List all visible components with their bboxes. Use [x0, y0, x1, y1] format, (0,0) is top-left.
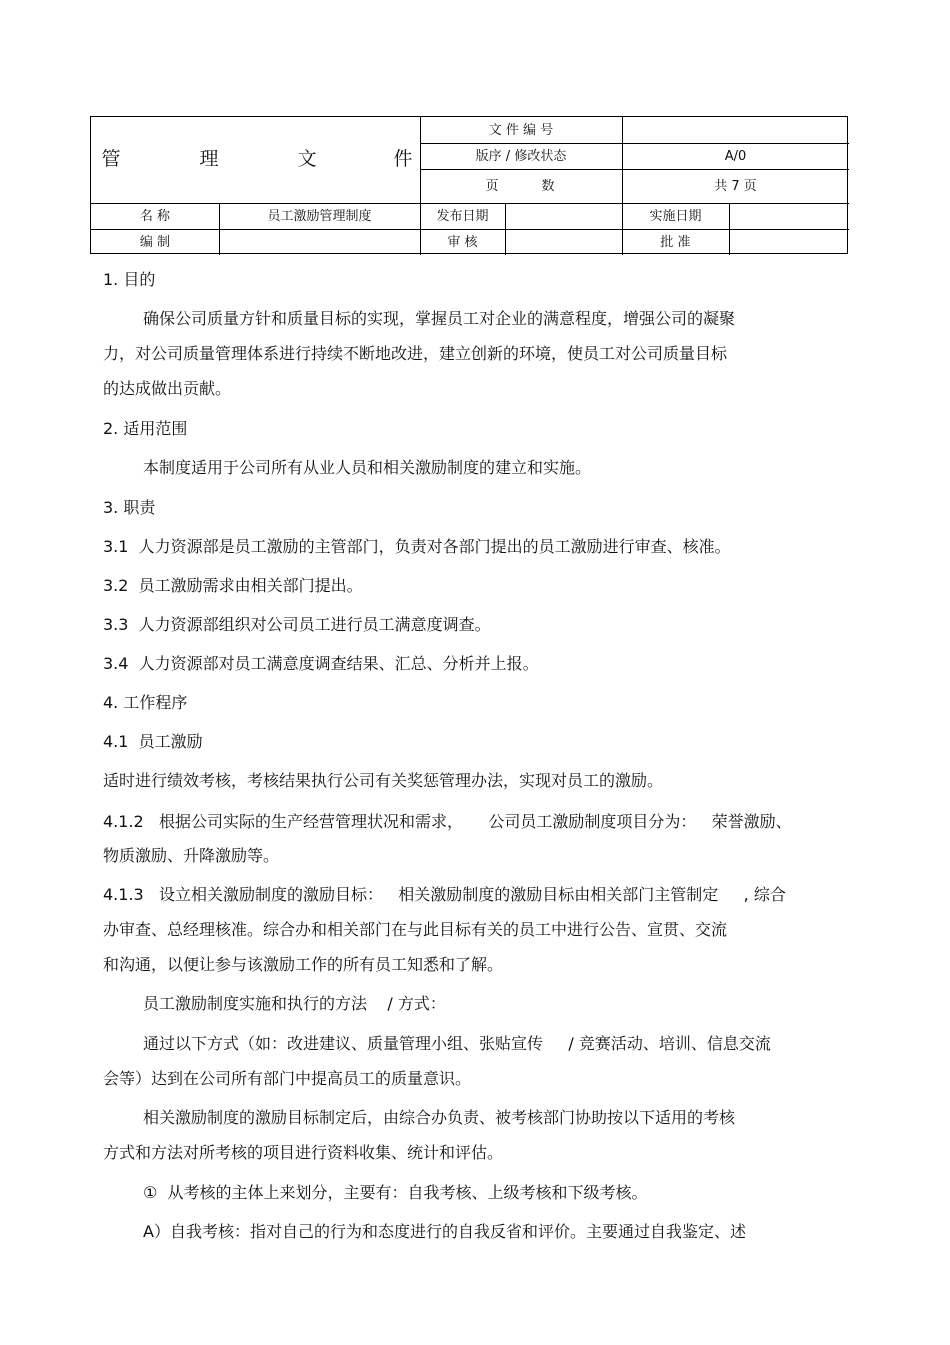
version-value: A/0	[724, 148, 747, 164]
paragraph-line: 会等）达到在公司所有部门中提高员工的质量意识。	[103, 1069, 472, 1088]
doc-type-char: 管	[101, 147, 121, 170]
approve-value	[729, 229, 849, 255]
paragraph-line: 力，对公司质量管理体系进行持续不断地改进，建立创新的环境，使员工对公司质量目标	[103, 344, 728, 363]
name-value: 员工激励管理制度	[267, 208, 372, 224]
paragraph-line: 本制度适用于公司所有从业人员和相关激励制度的建立和实施。	[143, 458, 592, 477]
effective-date-label: 实施日期	[649, 208, 702, 224]
section-heading: 4. 工作程序	[103, 693, 188, 712]
subsection-heading: 4.1 员工激励	[103, 732, 203, 751]
paragraph-line: 确保公司质量方针和质量目标的实现，掌握员工对企业的满意程度，增强公司的凝聚	[143, 309, 736, 328]
review-label: 审 核	[447, 234, 478, 250]
paragraph-line: 办审查、总经理核准。综合办和相关部门在与此目标有关的员工中进行公告、宣贯、交流	[103, 920, 728, 939]
author-label: 编 制	[139, 234, 171, 250]
paragraph-line: 4.1.3 设立相关激励制度的激励目标： 相关激励制度的激励目标由相关部门主管制定 , 综合	[103, 885, 786, 904]
paragraph-line: 3.3 人力资源部组织对公司员工进行员工满意度调查。	[103, 615, 491, 634]
paragraph-line: 的达成做出贡献。	[103, 379, 232, 398]
paragraph-line: 通过以下方式（如：改进建议、质量管理小组、张贴宣传 / 竞赛活动、培训、信息交流	[143, 1034, 771, 1053]
section-heading: 2. 适用范围	[103, 419, 188, 438]
version-label: 版序 / 修改状态	[475, 148, 567, 164]
paragraph-line: 和沟通，以便让参与该激励工作的所有员工知悉和了解。	[103, 955, 504, 974]
paragraph-line: A）自我考核：指对自己的行为和态度进行的自我反省和评价。主要通过自我鉴定、述	[143, 1222, 746, 1241]
paragraph-line: 3.2 员工激励需求由相关部门提出。	[103, 576, 363, 595]
paragraph-line: 3.1 人力资源部是员工激励的主管部门，负责对各部门提出的员工激励进行审查、核准。	[103, 537, 731, 556]
approve-label: 批 准	[660, 234, 691, 250]
doc-type-char: 件	[393, 147, 413, 170]
effective-date-value	[729, 203, 849, 229]
header-table	[90, 116, 848, 254]
pages-value: 共 7 页	[714, 178, 757, 194]
paragraph-line: 3.4 人力资源部对员工满意度调查结果、汇总、分析并上报。	[103, 654, 539, 673]
publish-date-label: 发布日期	[436, 208, 489, 224]
name-label: 名 称	[139, 208, 171, 224]
section-heading: 3. 职责	[103, 498, 156, 517]
publish-date-value	[505, 203, 622, 229]
paragraph-line: 相关激励制度的激励目标制定后，由综合办负责、被考核部门协助按以下适用的考核	[143, 1108, 736, 1127]
file-no-label: 文 件 编 号	[488, 122, 554, 138]
paragraph-line: 4.1.2 根据公司实际的生产经营管理状况和需求， 公司员工激励制度项目分为： 荣誉激励、	[103, 812, 792, 831]
paragraph-line: 员工激励制度实施和执行的方法 / 方式：	[143, 994, 446, 1013]
paragraph-line: ① 从考核的主体上来划分，主要有：自我考核、上级考核和下级考核。	[143, 1183, 648, 1202]
paragraph-line: 方式和方法对所考核的项目进行资料收集、统计和评估。	[103, 1143, 504, 1162]
author-value	[219, 229, 420, 255]
pages-label: 页	[485, 178, 499, 194]
file-no-value	[622, 117, 849, 143]
review-value	[505, 229, 622, 255]
section-heading: 1. 目的	[103, 270, 156, 289]
doc-type-char: 文	[297, 147, 317, 170]
pages-label: 数	[541, 178, 555, 194]
doc-type-char: 理	[199, 147, 219, 170]
paragraph-line: 物质激励、升降激励等。	[103, 846, 280, 865]
paragraph-line: 适时进行绩效考核，考核结果执行公司有关奖惩管理办法，实现对员工的激励。	[103, 771, 664, 790]
